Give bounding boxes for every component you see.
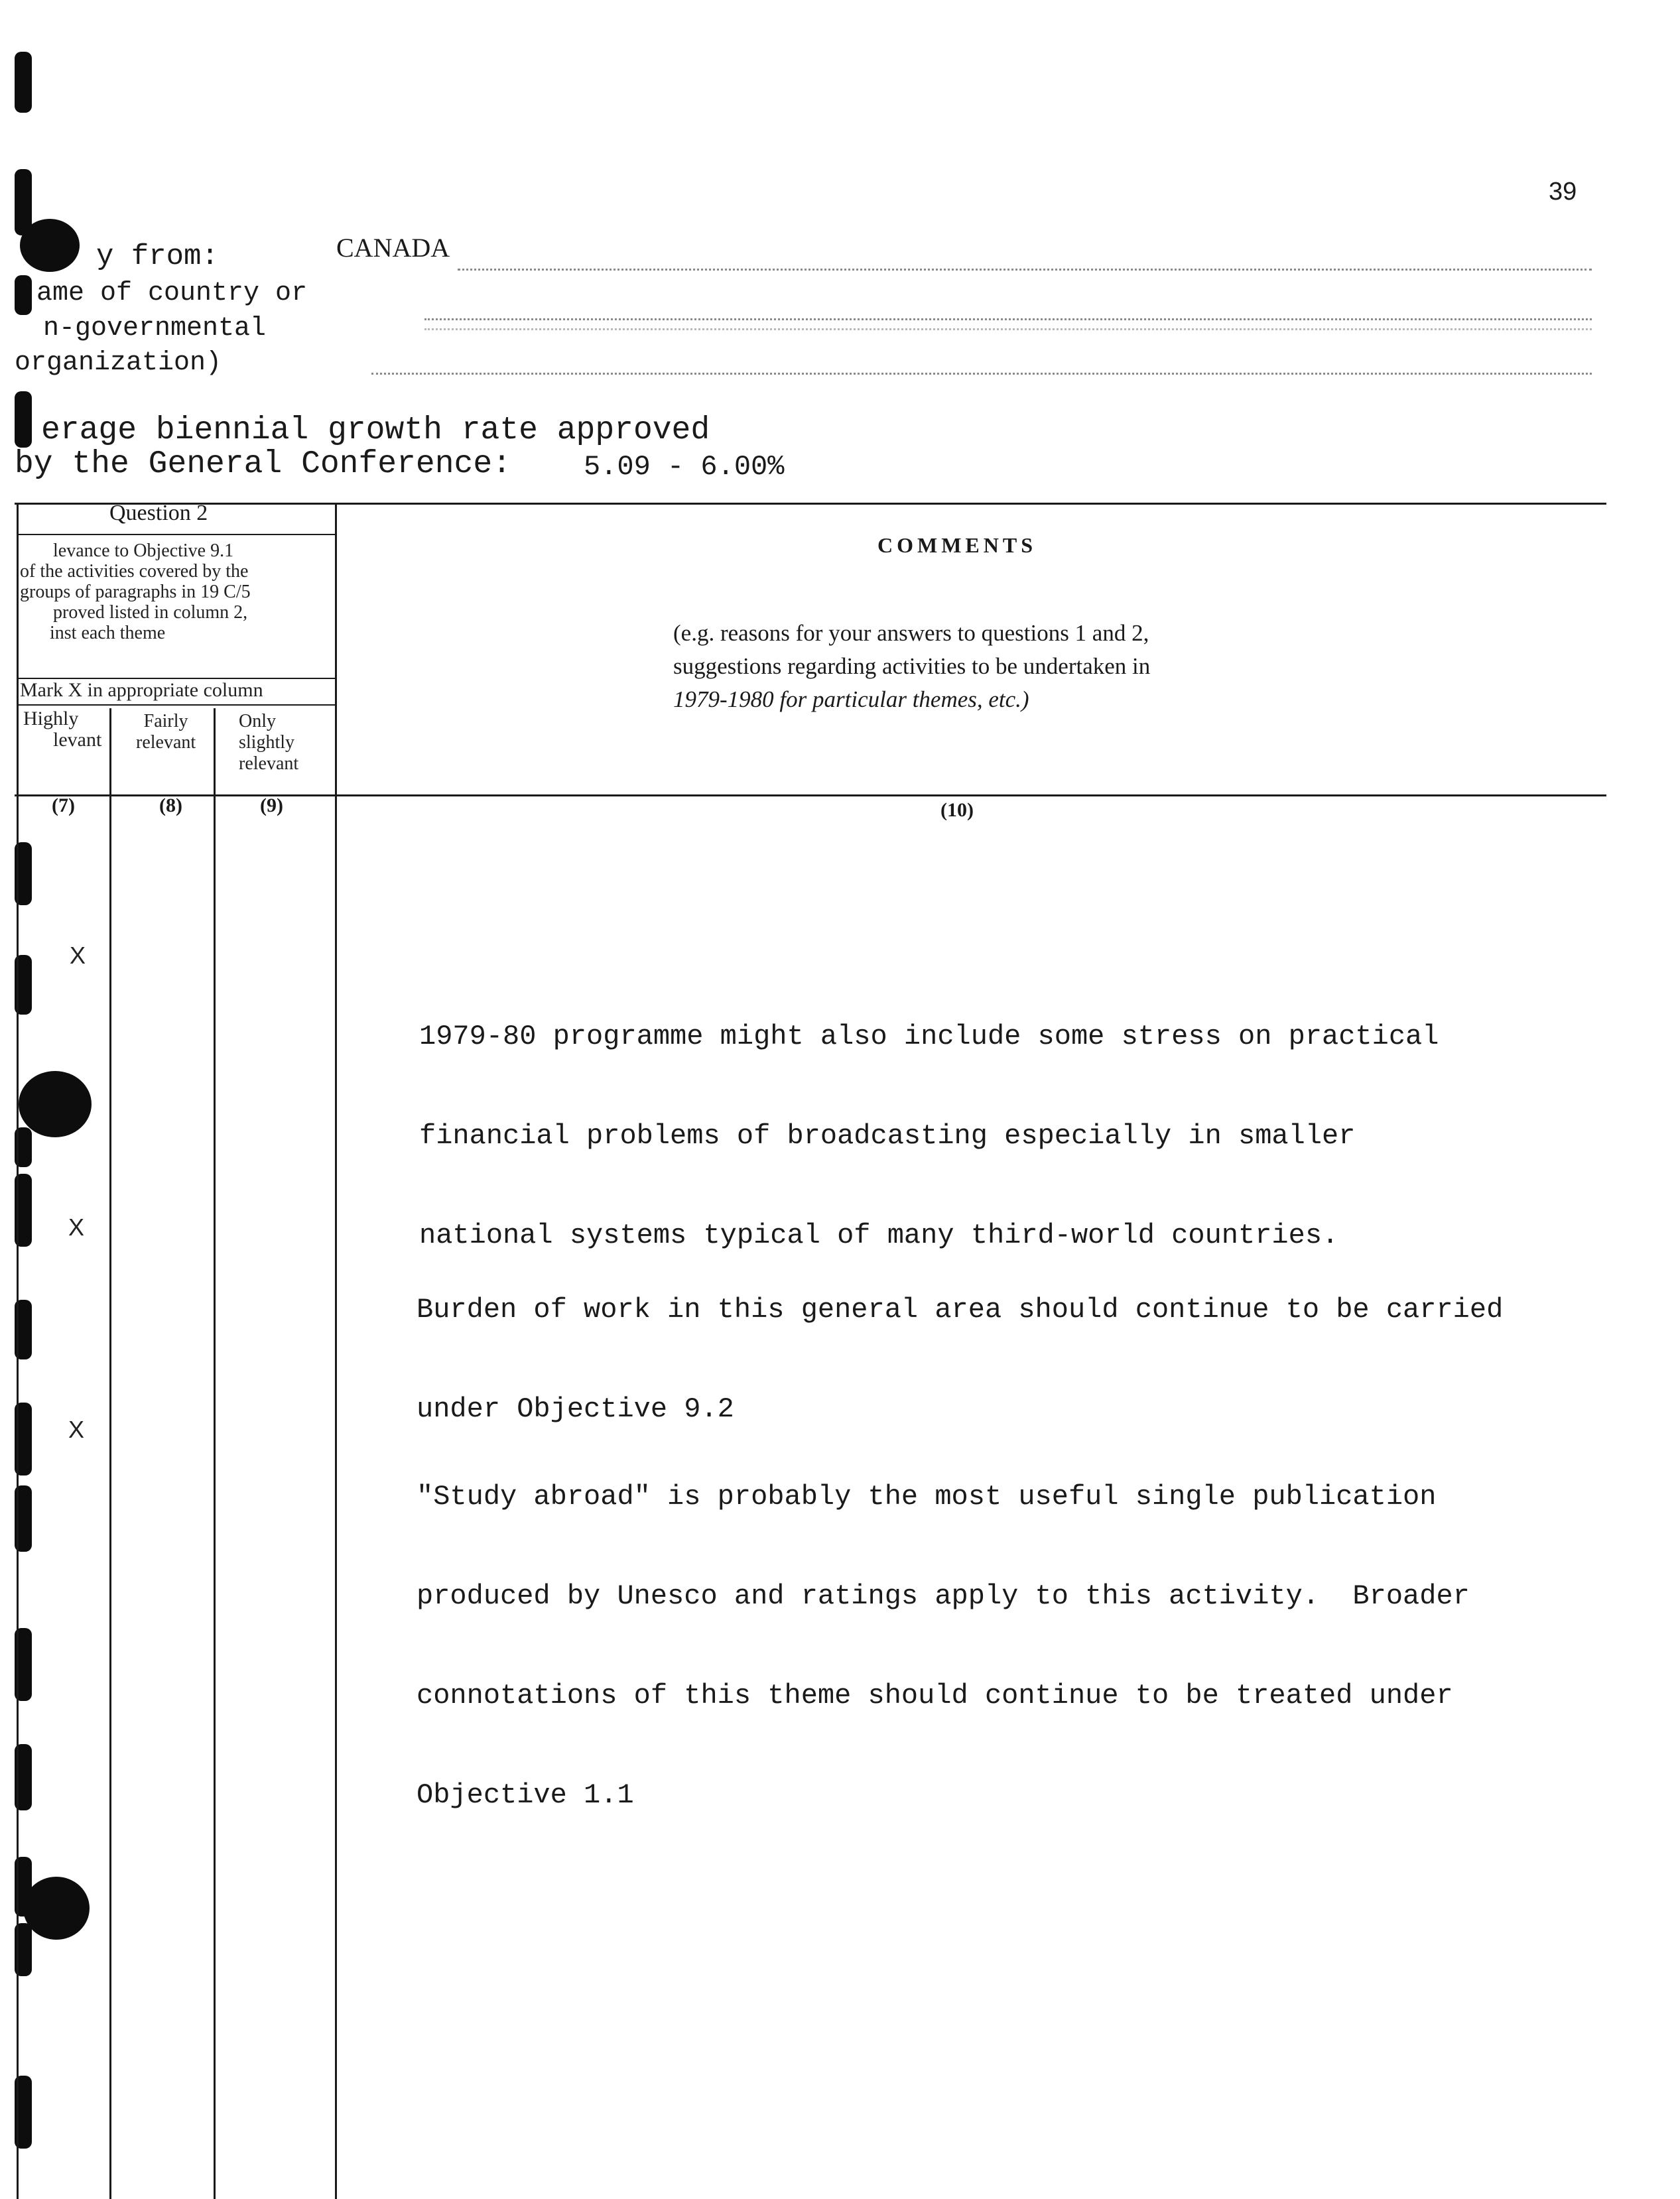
col-slightly-line: relevant [239, 753, 299, 774]
col-slightly-line: Only [239, 711, 276, 731]
row-1-mark: X [70, 942, 86, 969]
table-top-rule [15, 503, 1606, 505]
vline-left [17, 503, 19, 2199]
row-1-comment-line: 1979-80 programme might also include some stress on practical [419, 1021, 1439, 1052]
row-3-comment-line: connotations of this theme should continue to be treated under [417, 1680, 1453, 1712]
mark-underline [17, 704, 336, 706]
col-fairly-line: Fairly [143, 711, 188, 731]
col-highly-header [23, 708, 101, 751]
col-slightly-line: slightly [239, 732, 295, 753]
vline-col8 [214, 708, 216, 2199]
row-1-comment-line: national systems typical of many third-world countries. [419, 1220, 1339, 1251]
col-highly-line: levant [53, 729, 102, 751]
row-3-comment-line: Objective 1.1 [417, 1779, 634, 1811]
col-highly-line: Highly [23, 708, 79, 729]
comments-title: COMMENTS [877, 533, 1037, 557]
country-dotted-line [458, 269, 1592, 271]
row-3-comment-line: produced by Unesco and ratings apply to this activity. Broader [417, 1580, 1470, 1612]
col-fairly-line: relevant [136, 732, 196, 753]
name-dotted-line-3 [371, 373, 1592, 375]
vline-col9 [335, 503, 337, 2199]
growth-rate-line2: by the General Conference: [15, 446, 511, 482]
row-1-comment-line: financial problems of broadcasting especially in smaller [419, 1120, 1356, 1152]
relevance-text [20, 540, 335, 643]
mark-instruction: Mark X in appropriate column [20, 679, 263, 701]
col-slightly-header [239, 711, 298, 775]
relevance-text-line: levance to Objective 9.1 [53, 540, 234, 561]
question-underline [17, 534, 336, 535]
name-of-country-line1: ame of country or [36, 279, 308, 308]
relevance-text-line: proved listed in column 2, [53, 602, 248, 623]
growth-rate-value: 5.09 - 6.00% [584, 451, 785, 483]
name-dotted-line-1 [424, 318, 1592, 320]
name-of-country-line3: organization) [15, 348, 222, 378]
country-value: CANADA [336, 233, 450, 263]
table-header-bottom-rule [15, 794, 1606, 796]
col-number-8: (8) [159, 794, 182, 816]
col-number-9: (9) [260, 794, 283, 816]
relevance-text-line: inst each theme [50, 623, 166, 643]
row-2-comment-line: under Objective 9.2 [417, 1393, 734, 1425]
row-3-mark: X [68, 1416, 85, 1443]
relevance-text-line: of the activities covered by the [20, 561, 249, 582]
col-number-7: (7) [52, 794, 75, 816]
row-2-mark: X [68, 1214, 85, 1241]
col-fairly-header [136, 711, 196, 753]
growth-rate-line1: erage biennial growth rate approved [41, 412, 710, 448]
comments-hint [673, 617, 1150, 716]
reply-from-label: y from: [96, 240, 219, 273]
name-of-country-line2: n-governmental [43, 314, 267, 344]
row-3-comment [417, 1414, 1470, 1845]
col-number-10: (10) [940, 799, 974, 821]
name-dotted-line-2 [424, 328, 1592, 330]
question-label: Question 2 [109, 501, 208, 525]
comments-hint-line: (e.g. reasons for your answers to questions 1 and 2, [673, 620, 1149, 646]
row-3-comment-line: "Study abroad" is probably the most useful single publication [417, 1481, 1437, 1513]
page-number: 39 [1549, 178, 1577, 206]
vline-col7 [109, 708, 111, 2199]
comments-hint-line: suggestions regarding activities to be undertaken in [673, 653, 1151, 679]
row-2-comment-line: Burden of work in this general area should continue to be carried [417, 1294, 1504, 1326]
comments-hint-line: 1979-1980 for particular themes, etc.) [673, 686, 1029, 712]
relevance-text-line: groups of paragraphs in 19 C/5 [20, 582, 251, 602]
